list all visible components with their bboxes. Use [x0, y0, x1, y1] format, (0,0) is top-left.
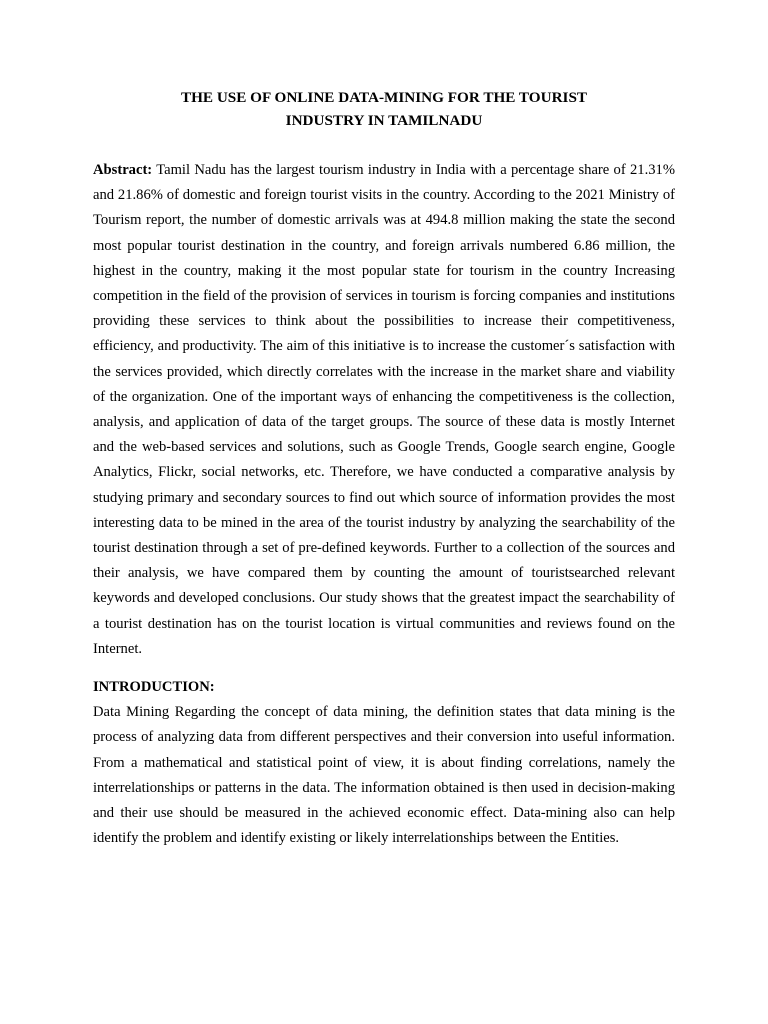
introduction-paragraph: Data Mining Regarding the concept of data mining, the definition states that data mining is the process of analyzing data from different perspectives and their conversion into useful information. From a mathematical and statistical point of view, it is about finding correlations, namely the interrelationships or patterns in the data. The information obtained is then used in decision-making and their use should be measured in the achieved economic effect. Data-mining also can help identify the problem and identify existing or likely interrelationships between the Entities. — [93, 704, 675, 847]
paper-title-line-1: THE USE OF ONLINE DATA-MINING FOR THE TOURIST — [180, 89, 588, 106]
abstract-text: Tamil Nadu has the largest tourism industry in India with a percentage share of 21.31% and 21.86% of domestic and foreign tourist visits in the country. According to the 2021 Ministry of Tourism report, the number of domestic arrivals was at 494.8 million making the state the second most popular tourist destination in the country, and foreign arrivals numbered 6.86 million, the highest in the country, making it the most popular state for tourism in the country Increasing competition in the field of the provision of services in tourism is forcing companies and institutions providing these services to think about the possibilities to increase their competitiveness, efficiency, and productivity. The aim of this initiative is to increase the customer´s satisfaction with the services provided, which directly correlates with the increase in the market share and viability of the organization. One of the important ways of enhancing the competitiveness is the collection, analysis, and application of data of the target groups. The source of these data is mostly Internet and the web-based services and solutions, such as Google Trends, Google search engine, Google Analytics, Flickr, social networks, etc. Therefore, we have conducted a comparative analysis by studying primary and secondary sources to find out which source of information provides the most interesting data to be mined in the area of the tourist industry by analyzing the searchability of the tourist destination through a set of pre-defined keywords. Further to a collection of the sources and their analysis, we have compared them by counting the amount of touristsearched relevant keywords and developed conclusions. Our study shows that the greatest impact the searchability of a tourist destination has on the tourist location is virtual communities and reviews found on the Internet. — [93, 162, 675, 657]
introduction-heading: INTRODUCTION: — [93, 679, 215, 696]
abstract-label: Abstract: — [93, 162, 153, 178]
paper-title — [93, 86, 675, 132]
paper-title-line-2: INDUSTRY IN TAMILNADU — [285, 112, 483, 129]
abstract-paragraph — [93, 158, 675, 662]
document-page — [93, 86, 675, 851]
